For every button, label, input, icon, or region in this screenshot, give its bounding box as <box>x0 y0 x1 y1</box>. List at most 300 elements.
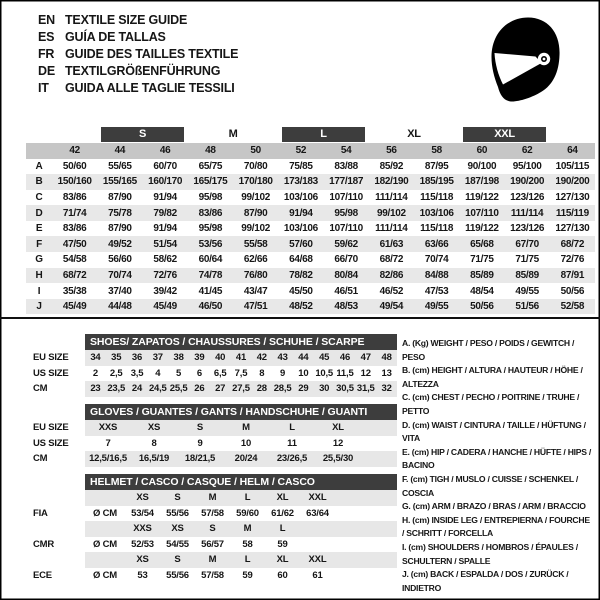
table-cell: L <box>269 420 315 436</box>
table-cell: 6,5 <box>213 367 227 379</box>
size-number-cell: 46 <box>143 143 188 159</box>
table-cell: 40 <box>210 350 231 366</box>
size-number-row <box>26 143 595 159</box>
table-cell: 49/54 <box>369 299 414 315</box>
table-cell: 12 <box>360 367 371 379</box>
table-cell: 87/90 <box>233 205 278 221</box>
filler-cell <box>335 490 397 506</box>
table-cell: 27 <box>210 381 231 397</box>
spacer-cell <box>550 126 595 143</box>
table-row <box>20 451 397 467</box>
row-label: CMR <box>33 538 55 550</box>
table-cell: 12,5/16,5 <box>85 451 131 467</box>
table-cell: 115/118 <box>420 191 454 203</box>
table-cell: 48/52 <box>278 299 323 315</box>
table-cell: 16,5/19 <box>131 451 177 467</box>
table-cell: 119/122 <box>465 191 499 203</box>
table-cell: 83/86 <box>62 223 87 235</box>
size-number-cell: 42 <box>52 143 97 159</box>
table-cell: 47/50 <box>52 236 97 252</box>
size-label-cell: L <box>230 552 265 568</box>
size-number-cell: 50 <box>233 143 278 159</box>
table-cell: 111/114 <box>375 191 408 203</box>
filler-cell <box>335 552 397 568</box>
helmet-section-title: HELMET / CASCO / CASQUE / HELM / CASCO <box>85 474 397 490</box>
table-cell: S <box>177 420 223 436</box>
table-cell: 59 <box>277 538 288 550</box>
table-cell: 50/56 <box>560 285 585 297</box>
size-label-cell: XXL <box>300 552 335 568</box>
row-label: EU SIZE <box>33 422 69 434</box>
helmet-value-row-fia <box>20 506 397 522</box>
spacer-cell <box>20 490 85 506</box>
table-cell: 55/58 <box>233 236 278 252</box>
legend-item-e: E. (cm) HIP / CADERA / HANCHE / HÜFTE / HIPS / BACINO <box>402 446 592 471</box>
size-number-cell: 48 <box>188 143 233 159</box>
legend-item-i: I. (cm) SHOULDERS / HOMBROS / ÉPAULES / SCHULTERN / SPALLE <box>402 541 578 566</box>
table-cell: 103/106 <box>414 205 459 221</box>
table-cell: 80/84 <box>324 268 369 284</box>
table-cell: 23,5 <box>106 381 127 397</box>
spacer-cell <box>85 490 125 506</box>
table-cell: 56/60 <box>108 254 132 266</box>
helmet-value-row-ece <box>20 568 397 584</box>
table-cell: 53 <box>137 569 148 581</box>
table-cell: 45/50 <box>289 285 313 297</box>
table-cell: M <box>223 420 269 436</box>
table-cell: 103/106 <box>283 191 318 203</box>
table-cell: 63/64 <box>306 507 329 519</box>
table-cell: 12 <box>332 437 344 449</box>
table-cell: 95/100 <box>512 160 542 172</box>
table-cell: 44 <box>293 350 314 366</box>
table-cell: 2 <box>92 367 98 379</box>
gloves-table <box>20 404 397 467</box>
table-cell: 45/49 <box>52 299 97 315</box>
size-number-cell: 58 <box>414 143 459 159</box>
table-cell: 70/74 <box>424 254 449 266</box>
section-divider <box>0 317 600 319</box>
table-cell: 115/118 <box>420 223 454 235</box>
table-cell: 58/62 <box>153 254 177 266</box>
row-label: I <box>37 285 41 297</box>
size-band-cell <box>278 126 369 143</box>
unit-cell: Ø CM <box>92 569 117 581</box>
size-number-cell: 60 <box>459 143 504 159</box>
measurement-row-g <box>26 252 595 268</box>
measurement-legend <box>402 337 594 595</box>
table-cell: 53/56 <box>188 236 233 252</box>
table-cell: 47/53 <box>424 285 449 297</box>
size-band-l: L <box>282 127 365 142</box>
table-cell: 34 <box>85 350 106 366</box>
table-cell: 9 <box>280 367 286 379</box>
measurement-row-a <box>26 159 595 175</box>
table-cell: 61 <box>312 569 323 581</box>
filler-cell <box>361 420 397 436</box>
filler-cell <box>335 506 397 522</box>
helmet-table <box>20 474 397 583</box>
table-cell: 25,5/30 <box>315 451 361 467</box>
legend-item-h: H. (cm) INSIDE LEG / ENTREPIERNA / FOURCHE / SCHRITT / FORCELLA <box>402 514 590 539</box>
table-cell: 28,5 <box>272 381 293 397</box>
table-cell: 30,5 <box>335 381 356 397</box>
table-cell: 39 <box>189 350 210 366</box>
table-cell: 127/130 <box>555 223 590 235</box>
table-cell: 37/40 <box>108 285 132 297</box>
table-cell: XS <box>131 420 177 436</box>
table-row <box>20 404 397 420</box>
measurement-row-c <box>26 190 595 206</box>
filler-cell <box>335 568 397 584</box>
table-cell: 90/100 <box>467 160 497 172</box>
row-label: H <box>26 268 52 284</box>
size-label-cell: XS <box>160 521 195 537</box>
table-cell: 76/80 <box>233 268 278 284</box>
table-row <box>20 350 397 366</box>
table-cell: 7 <box>105 437 111 449</box>
size-band-row <box>26 126 595 143</box>
row-label: CM <box>33 383 48 395</box>
language-row-fr <box>38 45 238 62</box>
size-number-cell: 54 <box>324 143 369 159</box>
table-cell: 78/82 <box>278 268 323 284</box>
filler-cell <box>335 537 397 553</box>
table-row <box>20 474 397 490</box>
table-cell: 51/54 <box>143 236 188 252</box>
helmet-size-row <box>20 490 397 506</box>
table-cell: 82/86 <box>369 268 414 284</box>
row-label: J <box>26 299 52 315</box>
language-title: TEXTILGRÖßENFÜHRUNG <box>65 63 221 78</box>
table-cell: 64/68 <box>289 254 313 266</box>
table-cell: 51/56 <box>505 299 550 315</box>
table-cell: 91/94 <box>153 223 177 235</box>
row-label: EU SIZE <box>33 352 69 364</box>
table-cell: 111/114 <box>505 205 550 221</box>
size-label-cell: XS <box>125 552 160 568</box>
shoes-section-title: SHOES/ ZAPATOS / CHAUSSURES / SCHUHE / SCARPE <box>85 334 397 350</box>
table-row <box>20 381 397 397</box>
legend-item-b: B. (cm) HEIGHT / ALTURA / HAUTEUR / HÖHE / ALTEZZA <box>402 365 583 389</box>
size-label-cell: XL <box>265 552 300 568</box>
table-cell: 59/62 <box>324 236 369 252</box>
table-cell: 36 <box>127 350 148 366</box>
helmet-value-row-cmr <box>20 537 397 553</box>
table-cell: 99/102 <box>241 191 271 203</box>
size-label-cell: L <box>230 490 265 506</box>
table-cell: 39/42 <box>153 285 177 297</box>
language-code: EN <box>38 12 55 27</box>
language-code: ES <box>38 29 55 44</box>
textile-size-table <box>26 126 595 314</box>
filler-cell <box>361 436 397 452</box>
spacer-cell <box>26 126 97 143</box>
size-label-cell: S <box>160 490 195 506</box>
table-cell: 70/74 <box>97 268 142 284</box>
language-row-es <box>38 28 238 45</box>
size-label-cell: M <box>195 490 230 506</box>
table-cell: 119/122 <box>465 223 499 235</box>
table-cell: 55/56 <box>166 507 189 519</box>
table-cell: 115/119 <box>550 205 595 221</box>
table-cell: 72/76 <box>143 268 188 284</box>
row-label: B <box>26 174 52 190</box>
table-cell: 187/198 <box>459 174 504 190</box>
row-label: G <box>35 254 43 266</box>
table-cell: 95/98 <box>198 223 223 235</box>
table-cell: 61/62 <box>271 507 294 519</box>
shoes-table <box>20 334 397 397</box>
size-number-cell: 56 <box>369 143 414 159</box>
table-cell: 23/26,5 <box>269 451 315 467</box>
unit-cell: Ø CM <box>92 507 117 519</box>
measurement-row-j <box>26 299 595 315</box>
table-cell <box>300 537 335 553</box>
table-cell: 182/190 <box>369 174 414 190</box>
helmet-size-row <box>20 552 397 568</box>
table-cell: 41/45 <box>198 285 223 297</box>
table-cell: 2,5 <box>109 367 123 379</box>
size-label-cell: XL <box>265 490 300 506</box>
table-cell: 44/48 <box>97 299 142 315</box>
table-cell: 26 <box>189 381 210 397</box>
language-code: DE <box>38 63 55 78</box>
table-cell: 99/102 <box>241 223 271 235</box>
table-cell: 46/51 <box>334 285 358 297</box>
helmet-size-row <box>20 521 397 537</box>
size-band-s: S <box>101 127 184 142</box>
table-cell: 160/170 <box>143 174 188 190</box>
spacer-cell <box>20 334 85 350</box>
size-number-cell: 44 <box>97 143 142 159</box>
spacer-cell <box>20 552 85 568</box>
spacer-cell <box>20 521 85 537</box>
size-label-cell: XS <box>125 490 160 506</box>
table-cell: 68/72 <box>52 268 97 284</box>
table-cell: 4 <box>155 367 161 379</box>
table-cell: 63/66 <box>414 236 459 252</box>
table-cell: 10 <box>240 437 252 449</box>
table-cell: 190/200 <box>550 174 595 190</box>
table-cell: 8 <box>151 437 157 449</box>
table-cell: 3,5 <box>130 367 144 379</box>
size-number-cell: 52 <box>278 143 323 159</box>
language-title: GUIDA ALLE TAGLIE TESSILI <box>65 80 235 95</box>
measurement-row-i <box>26 283 595 299</box>
table-cell: 55/65 <box>108 160 132 172</box>
table-cell: 62/66 <box>243 254 268 266</box>
table-cell: 68/72 <box>379 254 404 266</box>
table-cell: 95/98 <box>198 191 223 203</box>
table-cell: 49/52 <box>97 236 142 252</box>
table-cell: 32 <box>376 381 397 397</box>
table-cell: 46/50 <box>188 299 233 315</box>
table-cell: 60 <box>277 569 288 581</box>
table-cell: 87/95 <box>424 160 449 172</box>
table-cell: 150/160 <box>52 174 97 190</box>
table-cell: 31,5 <box>355 381 376 397</box>
table-cell: 72/76 <box>560 254 585 266</box>
legend-item-j: J. (cm) BACK / ESPALDA / DOS / ZURÜCK / INDIETRO <box>402 569 569 593</box>
table-cell: XXS <box>85 420 131 436</box>
table-cell: 123/126 <box>510 191 545 203</box>
row-label: C <box>35 191 43 203</box>
spacer-cell <box>85 552 125 568</box>
size-band-xl: XL <box>407 128 421 140</box>
size-band-cell <box>369 126 460 143</box>
table-cell: 48/53 <box>324 299 369 315</box>
table-cell: 71/75 <box>470 254 494 266</box>
table-cell: 103/106 <box>283 223 318 235</box>
spacer-cell <box>20 474 85 490</box>
legend-item-g: G. (cm) ARM / BRAZO / BRAS / ARM / BRACCIO <box>402 501 586 512</box>
size-band-cell <box>188 126 279 143</box>
table-cell: 54/55 <box>166 538 189 550</box>
row-label: D <box>26 205 52 221</box>
table-cell: 55/56 <box>166 569 189 581</box>
table-cell: 49/55 <box>414 299 459 315</box>
spacer-cell <box>20 404 85 420</box>
language-row-it <box>38 79 238 96</box>
table-cell: 7,5 <box>234 367 248 379</box>
table-cell: 30 <box>314 381 335 397</box>
table-cell: 24,5 <box>147 381 168 397</box>
table-cell: 54/58 <box>62 254 87 266</box>
table-cell: 10,5 <box>315 367 334 379</box>
row-label: US SIZE <box>33 367 69 379</box>
table-cell: 185/195 <box>414 174 459 190</box>
table-cell: 91/94 <box>278 205 323 221</box>
size-label-cell <box>300 521 335 537</box>
table-cell: 46 <box>335 350 356 366</box>
table-cell: 41 <box>231 350 252 366</box>
table-cell: 46/52 <box>379 285 404 297</box>
row-label: A <box>35 160 43 172</box>
table-cell: 48/54 <box>470 285 494 297</box>
table-cell: 5 <box>176 367 182 379</box>
table-cell: 37 <box>147 350 168 366</box>
language-code: IT <box>38 80 49 95</box>
table-cell: 190/200 <box>505 174 550 190</box>
table-cell: 68/72 <box>550 236 595 252</box>
table-cell: 111/114 <box>375 223 408 235</box>
table-cell: 65/75 <box>198 160 223 172</box>
table-cell: 107/110 <box>459 205 504 221</box>
table-cell: 155/165 <box>97 174 142 190</box>
table-cell: 65/68 <box>459 236 504 252</box>
table-cell: 60/70 <box>153 160 177 172</box>
table-cell: 28 <box>251 381 272 397</box>
table-cell: 48 <box>376 350 397 366</box>
table-cell: 47/51 <box>233 299 278 315</box>
table-cell: 74/78 <box>188 268 233 284</box>
table-cell: 71/75 <box>515 254 539 266</box>
legend-item-d: D. (cm) WAIST / CINTURA / TAILLE / HÜFTUNG / VITA <box>402 419 586 444</box>
table-cell: 83/86 <box>62 191 87 203</box>
table-cell: 53/54 <box>131 507 154 519</box>
size-label-cell: S <box>195 521 230 537</box>
table-cell: 85/92 <box>379 160 404 172</box>
table-cell: 99/102 <box>369 205 414 221</box>
table-cell: 58 <box>242 538 253 550</box>
unit-cell: Ø CM <box>92 538 117 550</box>
table-cell: XL <box>315 420 361 436</box>
language-list <box>38 11 238 96</box>
table-cell: 59/60 <box>236 507 259 519</box>
measurement-row-d <box>26 205 595 221</box>
table-cell: 83/86 <box>188 205 233 221</box>
size-band-m: M <box>228 128 238 140</box>
table-cell: 59 <box>242 569 253 581</box>
size-label-cell: M <box>195 552 230 568</box>
size-label-cell: S <box>160 552 195 568</box>
row-label: US SIZE <box>33 437 69 449</box>
table-cell: 11,5 <box>336 367 354 379</box>
table-cell: 52/58 <box>550 299 595 315</box>
language-row-en <box>38 11 238 28</box>
table-cell: 57/58 <box>201 507 224 519</box>
size-band-xxl: XXL <box>463 127 546 142</box>
table-row <box>20 366 397 382</box>
table-cell: 52/53 <box>131 538 154 550</box>
size-label-cell: XXS <box>125 521 160 537</box>
measurement-row-e <box>26 221 595 237</box>
measurement-row-f <box>26 236 595 252</box>
table-row <box>20 436 397 452</box>
legend-item-f: F. (cm) TIGH / MUSLO / CUISSE / SCHENKEL / COSCIA <box>402 473 579 498</box>
size-number-cell: 62 <box>505 143 550 159</box>
size-band-cell <box>459 126 550 143</box>
legend-item-c: C. (cm) CHEST / PECHO / POITRINE / TRUHE / PETTO <box>402 392 580 416</box>
table-cell: 91/94 <box>153 191 177 203</box>
table-cell: 50/60 <box>62 160 87 172</box>
table-cell: 75/78 <box>97 205 142 221</box>
row-label: FIA <box>33 507 48 519</box>
table-cell: 35/38 <box>62 285 87 297</box>
table-cell: 56/57 <box>201 538 224 550</box>
table-cell: 107/110 <box>329 223 363 235</box>
filler-cell <box>335 521 397 537</box>
table-cell: 20/24 <box>223 451 269 467</box>
table-cell: 87/90 <box>108 223 132 235</box>
language-title: GUÍA DE TALLAS <box>65 29 166 44</box>
size-label-cell: XXL <box>300 490 335 506</box>
table-cell: 60/64 <box>198 254 223 266</box>
table-cell: 50/56 <box>459 299 504 315</box>
row-label: F <box>26 236 52 252</box>
table-cell: 75/85 <box>289 160 313 172</box>
table-cell: 18/21,5 <box>177 451 223 467</box>
table-cell: 6 <box>196 367 202 379</box>
table-cell: 24 <box>127 381 148 397</box>
language-title: TEXTILE SIZE GUIDE <box>65 12 188 27</box>
table-cell: 83/88 <box>334 160 358 172</box>
table-cell: 38 <box>168 350 189 366</box>
table-cell: 173/183 <box>278 174 323 190</box>
table-cell: 45 <box>314 350 335 366</box>
measurement-row-h <box>26 268 595 284</box>
table-cell: 71/74 <box>52 205 97 221</box>
language-row-de <box>38 62 238 79</box>
gloves-section-title: GLOVES / GUANTES / GANTS / HANDSCHUHE / GUANTI <box>85 404 397 420</box>
spacer-cell <box>26 143 52 159</box>
table-cell: 43 <box>272 350 293 366</box>
table-cell: 123/126 <box>510 223 545 235</box>
table-cell: 84/88 <box>414 268 459 284</box>
table-cell: 45/49 <box>143 299 188 315</box>
table-cell: 70/80 <box>243 160 268 172</box>
